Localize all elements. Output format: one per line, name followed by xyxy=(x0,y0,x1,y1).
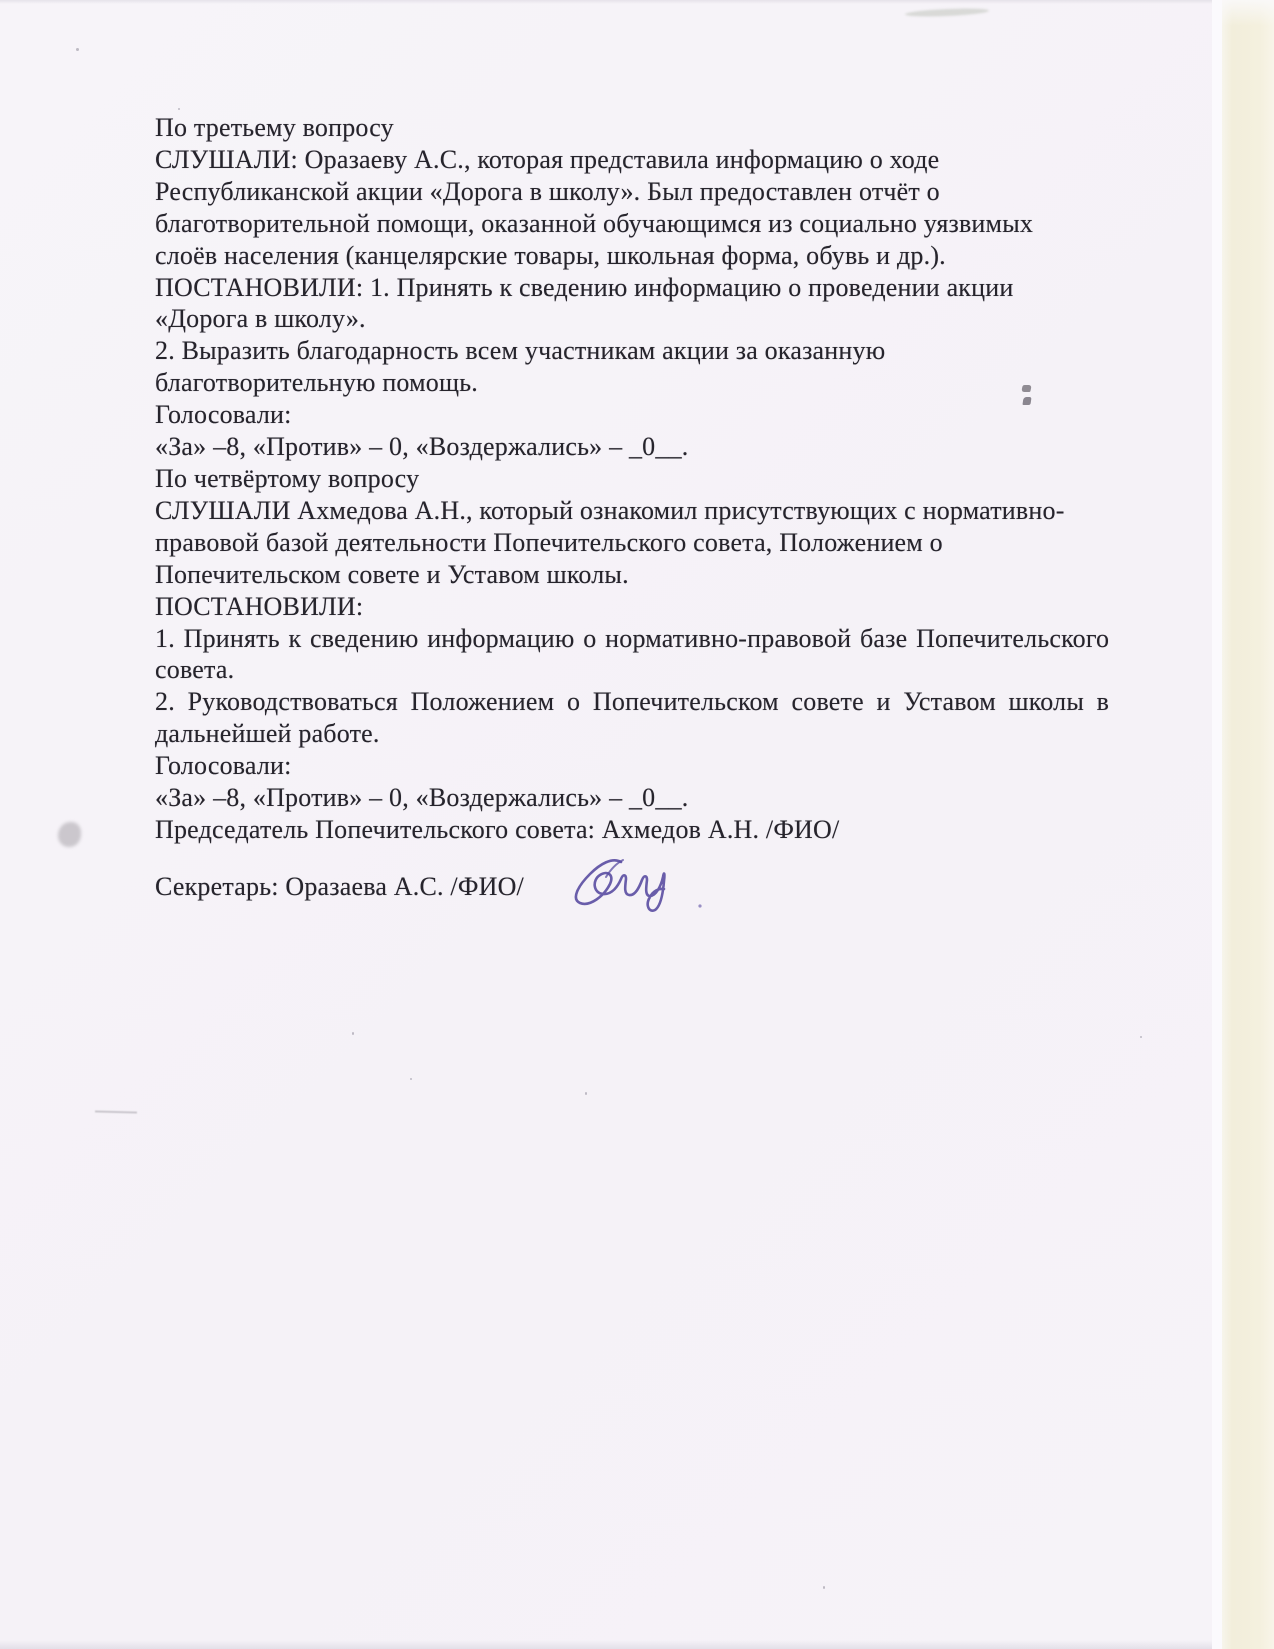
handwritten-signature xyxy=(540,845,740,975)
page-edge-sliver xyxy=(1212,0,1222,1649)
text-line: По третьему вопросу xyxy=(155,113,394,142)
text-line: благотворительной помощи, оказанной обучающимся из социально уязвимых xyxy=(155,208,1034,238)
scan-speck xyxy=(823,1586,825,1589)
text-line: совета. xyxy=(155,655,235,685)
text-line: Председатель Попечительского совета: Ахмедов А.Н. /ФИО/ xyxy=(155,814,840,844)
secretary-line: Секретарь: Оразаева А.С. /ФИО/ xyxy=(155,872,524,901)
scan-speck xyxy=(1140,1036,1142,1038)
scan-speck xyxy=(410,1078,412,1080)
text-line: 2. Выразить благодарность всем участникам акции за оказанную xyxy=(155,336,886,366)
scan-speck xyxy=(352,1032,354,1035)
text-line: СЛУШАЛИ Ахмедова А.Н., который ознакомил присутствующих с нормативно- xyxy=(155,495,1065,525)
scanner-edge-strip xyxy=(1222,0,1274,1649)
scan-speck xyxy=(178,108,180,110)
text-line: «За» –8, «Против» – 0, «Воздержались» – _0__. xyxy=(155,783,689,813)
text-line: 1. Принять к сведению информацию о нормативно-правовой базе Попечительского xyxy=(155,623,1110,653)
scan-speck xyxy=(76,48,79,51)
text-line: «За» –8, «Против» – 0, «Воздержались» – _0__. xyxy=(155,432,689,462)
text-line: ПОСТАНОВИЛИ: xyxy=(155,591,364,621)
scan-smudge-left xyxy=(58,822,81,847)
text-line: слоёв населения (канцелярские товары, школьная форма, обувь и др.). xyxy=(155,240,946,270)
text-line: благотворительную помощь. xyxy=(155,368,478,398)
document-text xyxy=(155,112,1145,846)
text-line: дальнейшей работе. xyxy=(155,719,380,749)
text-line: Попечительском совете и Уставом школы. xyxy=(155,559,629,589)
text-line: 2. Руководствоваться Положением о Попечительском совете и Уставом школы в xyxy=(155,687,1110,717)
text-line: Голосовали: xyxy=(155,400,292,430)
scan-smudge-top xyxy=(905,7,989,18)
scan-dash xyxy=(95,1110,137,1113)
text-line: Республиканской акции «Дорога в школу». Был предоставлен отчёт о xyxy=(155,176,940,206)
text-line: правовой базой деятельности Попечительского совета, Положением о xyxy=(155,527,943,557)
text-line: По четвёртому вопросу xyxy=(155,463,420,493)
text-line: «Дорога в школу». xyxy=(155,304,366,334)
text-line: СЛУШАЛИ: Оразаеву А.С., которая представила информацию о ходе xyxy=(155,144,940,174)
text-line: Голосовали: xyxy=(155,751,292,781)
scan-speck xyxy=(585,1092,587,1095)
text-line: ПОСТАНОВИЛИ: 1. Принять к сведению информацию о проведении акции xyxy=(155,272,1014,302)
